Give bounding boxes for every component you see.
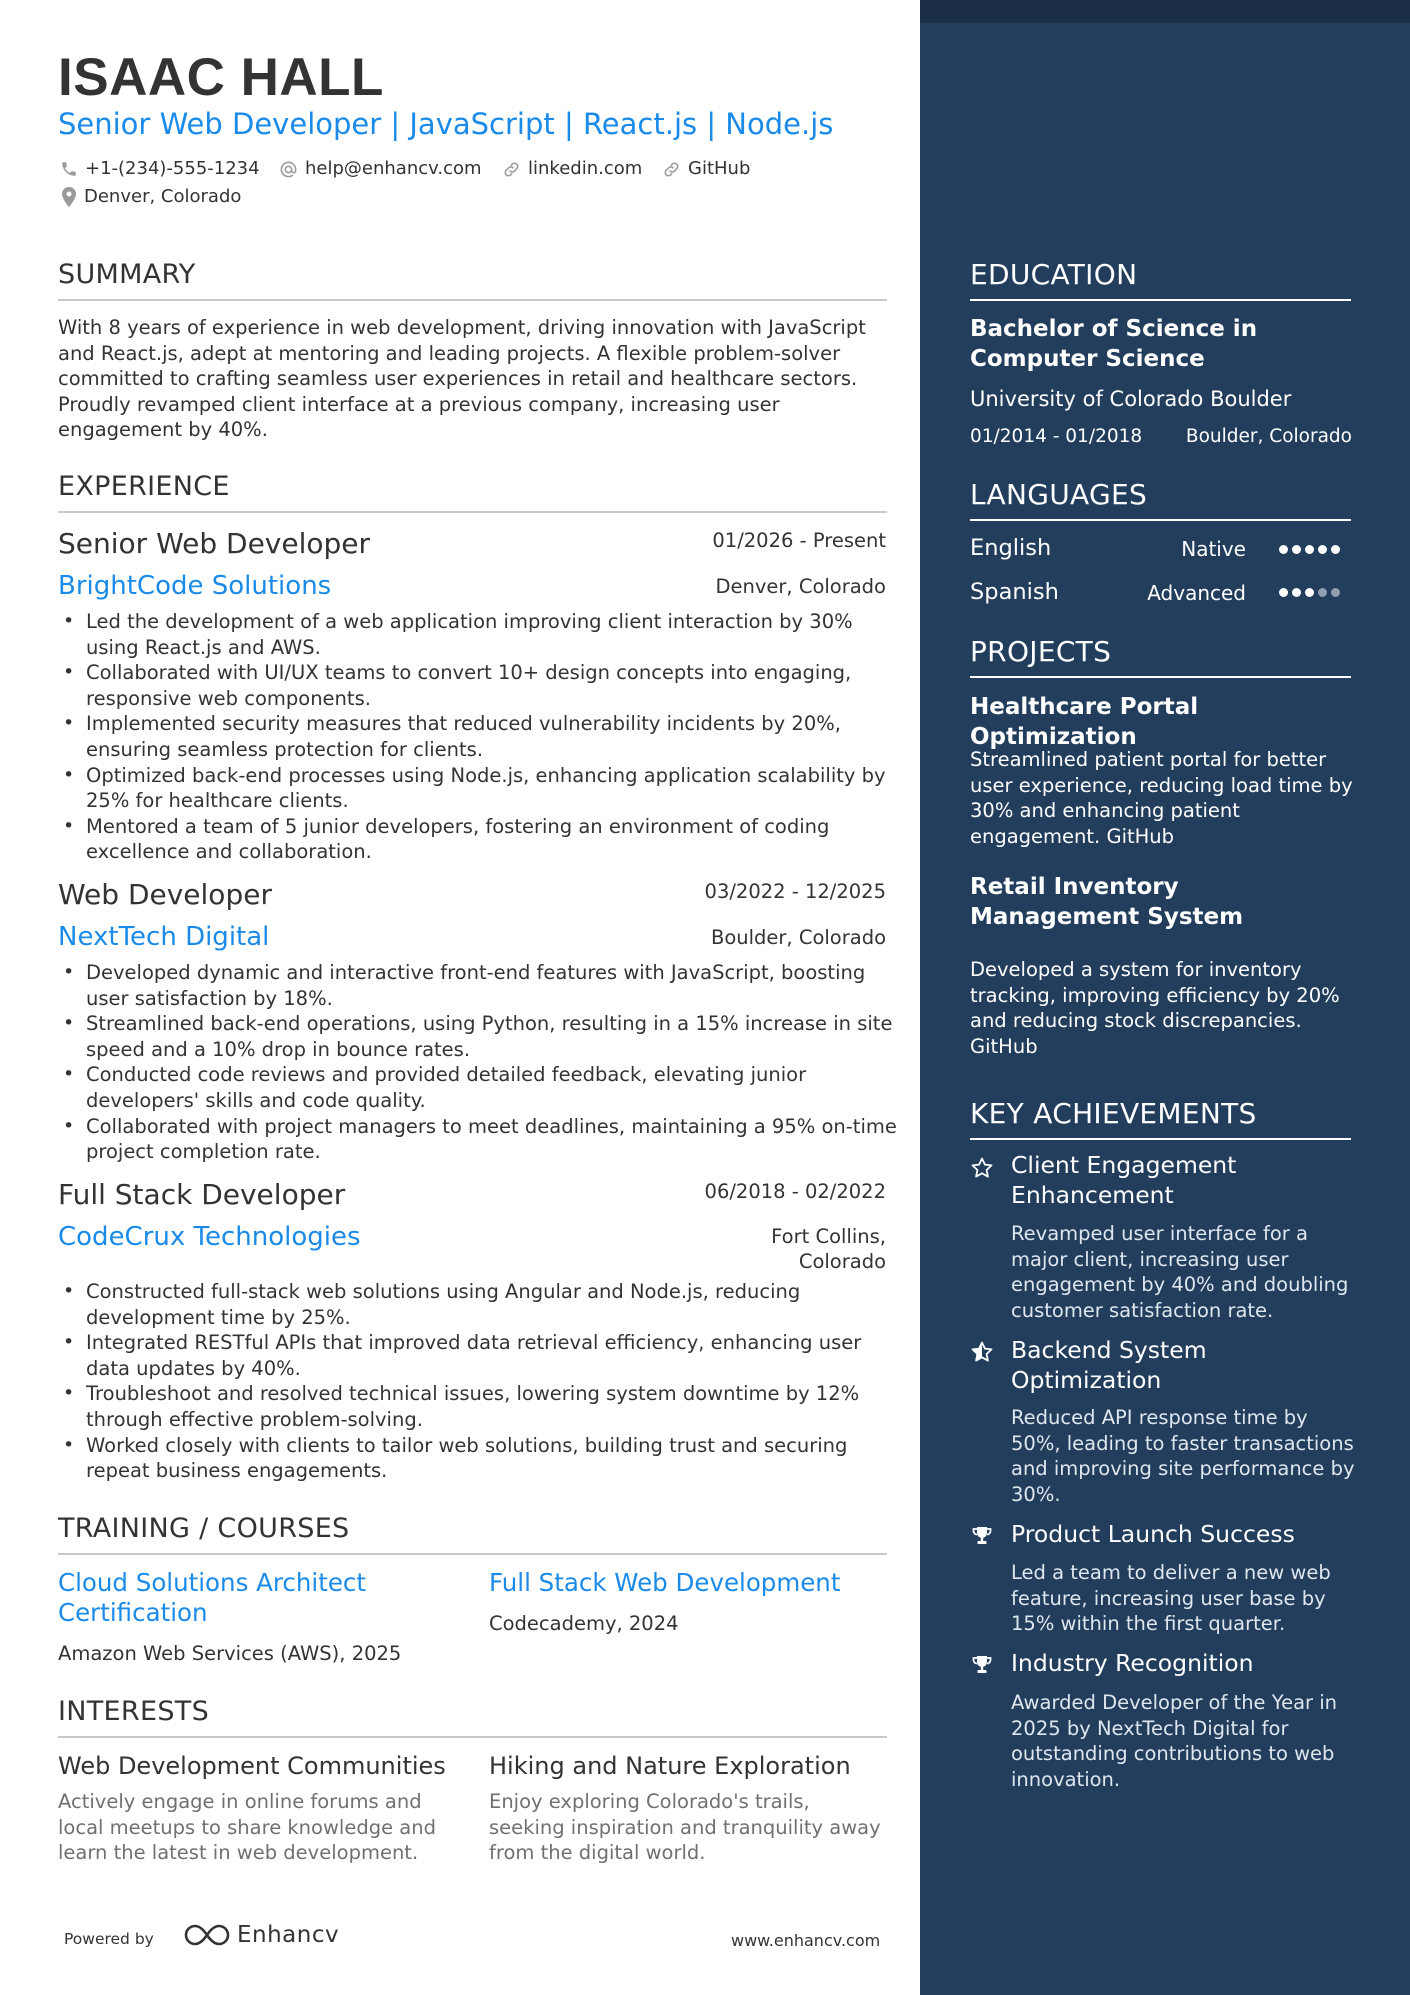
summary-text: With 8 years of experience in web development, driving innovation with JavaScript and React.js, adept at mentoring and leading projects. A flexible problem-solver committed to crafting seamless user experiences in retail and healthcare sectors. Proudly revamped client interface at a previous company, increasing user engagement by 40%. xyxy=(58,316,866,442)
phone-text: +1-(234)-555-1234 xyxy=(85,158,260,179)
course-title[interactable]: Full Stack Web Development xyxy=(489,1568,841,1597)
rating-dot-filled xyxy=(1305,545,1314,554)
school-name: University of Colorado Boulder xyxy=(970,387,1292,411)
degree: Bachelor of Science in Computer Science xyxy=(970,316,1258,372)
rating-dot-filled xyxy=(1279,545,1288,554)
job-company[interactable]: NextTech Digital xyxy=(58,922,270,952)
rating-dot-filled xyxy=(1318,545,1327,554)
location-pin-icon xyxy=(61,187,77,207)
bullet-item: • Worked closely with clients to tailor web solutions, building trust and securing repeat business engagements. xyxy=(58,1433,898,1484)
job-location: Fort Collins, Colorado xyxy=(771,1225,886,1273)
rating-dot-empty xyxy=(1318,588,1327,597)
bullet-item: • Led the development of a web application improving client interaction by 30% using React.js and AWS. xyxy=(58,609,898,660)
bullet-item: • Streamlined back-end operations, using Python, resulting in a 15% increase in site speed and a 10% drop in bounce rates. xyxy=(58,1011,898,1062)
bullet-item: • Optimized back-end processes using Node.js, enhancing application scalability by 25% for healthcare clients. xyxy=(58,763,898,814)
bullet-item: • Constructed full-stack web solutions using Angular and Node.js, reducing development time by 25%. xyxy=(58,1279,898,1330)
sidebar-top-bar xyxy=(920,0,1410,23)
bullet-item: • Conducted code reviews and provided detailed feedback, elevating junior developers' skills and code quality. xyxy=(58,1062,898,1113)
email-text: help@enhancv.com xyxy=(305,158,482,179)
interest-description: Enjoy exploring Colorado's trails, seeking inspiration and tranquility away from the digital world. xyxy=(489,1790,881,1865)
project-title: Retail Inventory Management System xyxy=(970,874,1244,930)
course-provider: Amazon Web Services (AWS), 2025 xyxy=(58,1642,402,1665)
interest-description: Actively engage in online forums and local meetups to share knowledge and learn the latest in web development. xyxy=(58,1790,436,1865)
education-dates: 01/2014 - 01/2018 xyxy=(970,426,1143,447)
language-rating xyxy=(1279,545,1340,554)
candidate-name: ISAAC HALL xyxy=(58,48,384,107)
language-rating xyxy=(1279,588,1340,597)
contact-location xyxy=(61,186,241,208)
job-bullets xyxy=(58,1279,898,1484)
enhancv-logo[interactable] xyxy=(183,1922,339,1948)
interest-title: Web Development Communities xyxy=(58,1752,446,1780)
achievement-title: Client Engagement Enhancement xyxy=(1011,1151,1237,1209)
project-description: Streamlined patient portal for better user experience, reducing load time by 30% and enhancing patient engagement. GitHub xyxy=(970,748,1353,848)
summary-heading: SUMMARY xyxy=(58,258,887,301)
rating-dot-empty xyxy=(1331,588,1340,597)
language-name: Spanish xyxy=(970,579,1059,605)
course-title[interactable]: Cloud Solutions Architect Certification xyxy=(58,1568,366,1627)
training-heading: TRAINING / COURSES xyxy=(58,1512,887,1555)
achievement-title: Backend System Optimization xyxy=(1011,1336,1207,1394)
rating-dot-filled xyxy=(1292,588,1301,597)
job-location: Boulder, Colorado xyxy=(710,926,886,949)
linkedin-text: linkedin.com xyxy=(528,158,643,179)
achievement-title: Industry Recognition xyxy=(1011,1649,1254,1677)
link-icon xyxy=(662,160,681,179)
footer-url[interactable]: www.enhancv.com xyxy=(731,1931,881,1950)
enhancv-infinity-icon xyxy=(183,1922,231,1948)
star-half-icon xyxy=(970,1340,994,1364)
achievement-description: Led a team to deliver a new web feature, increasing user base by 15% within the first quarter. xyxy=(1011,1561,1331,1636)
education-location: Boulder, Colorado xyxy=(1185,426,1352,447)
rating-dot-filled xyxy=(1279,588,1288,597)
job-bullets xyxy=(58,609,898,865)
powered-by-text: Powered by xyxy=(64,1930,154,1948)
language-name: English xyxy=(970,535,1052,561)
job-location: Denver, Colorado xyxy=(715,575,886,598)
location-text: Denver, Colorado xyxy=(84,186,242,207)
bullet-item: • Integrated RESTful APIs that improved data retrieval efficiency, enhancing user data updates by 40%. xyxy=(58,1330,898,1381)
languages-heading: LANGUAGES xyxy=(970,478,1351,521)
link-icon xyxy=(502,160,521,179)
contact-github[interactable] xyxy=(662,158,750,180)
job-company[interactable]: BrightCode Solutions xyxy=(58,571,332,601)
job-dates: 06/2018 - 02/2022 xyxy=(704,1180,886,1203)
experience-heading: EXPERIENCE xyxy=(58,470,887,513)
projects-heading: PROJECTS xyxy=(970,635,1351,678)
star-outline-icon xyxy=(970,1156,994,1180)
project-title: Healthcare Portal Optimization xyxy=(970,694,1199,750)
bullet-item: • Implemented security measures that reduced vulnerability incidents by 20%, ensuring seamless protection for clients. xyxy=(58,711,898,762)
job-bullets xyxy=(58,960,898,1165)
bullet-item: • Mentored a team of 5 junior developers, fostering an environment of coding excellence and collaboration. xyxy=(58,814,898,865)
phone-icon xyxy=(60,160,78,178)
course-provider: Codecademy, 2024 xyxy=(489,1612,679,1635)
bullet-item: • Developed dynamic and interactive front-end features with JavaScript, boosting user satisfaction by 18%. xyxy=(58,960,898,1011)
job-title: Web Developer xyxy=(58,878,272,911)
achievements-heading: KEY ACHIEVEMENTS xyxy=(970,1097,1351,1140)
bullet-item: • Collaborated with UI/UX teams to convert 10+ design concepts into engaging, responsive web components. xyxy=(58,660,898,711)
contact-phone[interactable] xyxy=(60,158,260,180)
education-heading: EDUCATION xyxy=(970,258,1351,301)
rating-dot-filled xyxy=(1305,588,1314,597)
language-level: Advanced xyxy=(1147,581,1246,605)
achievement-description: Revamped user interface for a major client, increasing user engagement by 40% and doubling customer satisfaction rate. xyxy=(1011,1222,1349,1322)
at-icon xyxy=(279,160,298,179)
trophy-icon xyxy=(970,1653,994,1677)
job-dates: 03/2022 - 12/2025 xyxy=(704,880,886,903)
achievement-description: Reduced API response time by 50%, leading to faster transactions and improving site performance by 30%. xyxy=(1011,1406,1355,1506)
job-title: Senior Web Developer xyxy=(58,527,371,560)
achievement-title: Product Launch Success xyxy=(1011,1520,1295,1548)
rating-dot-filled xyxy=(1292,545,1301,554)
job-title: Full Stack Developer xyxy=(58,1178,346,1211)
rating-dot-filled xyxy=(1331,545,1340,554)
project-description: Developed a system for inventory tracking, improving efficiency by 20% and reducing stock discrepancies. GitHub xyxy=(970,958,1340,1058)
interests-heading: INTERESTS xyxy=(58,1695,887,1738)
headline: Senior Web Developer | JavaScript | React.js | Node.js xyxy=(58,107,834,141)
job-dates: 01/2026 - Present xyxy=(712,529,886,552)
achievement-description: Awarded Developer of the Year in 2025 by NextTech Digital for outstanding contributions to web innovation. xyxy=(1011,1691,1338,1791)
job-company[interactable]: CodeCrux Technologies xyxy=(58,1222,361,1252)
github-text: GitHub xyxy=(688,158,751,179)
interest-title: Hiking and Nature Exploration xyxy=(489,1752,851,1780)
trophy-icon xyxy=(970,1524,994,1548)
brand-name: Enhancv xyxy=(237,1922,340,1948)
bullet-item: • Troubleshoot and resolved technical issues, lowering system downtime by 12% through effective problem-solving. xyxy=(58,1381,898,1432)
bullet-item: • Collaborated with project managers to meet deadlines, maintaining a 95% on-time project completion rate. xyxy=(58,1114,898,1165)
contact-linkedin[interactable] xyxy=(502,158,642,180)
language-level: Native xyxy=(1181,537,1246,561)
contact-email[interactable] xyxy=(279,158,482,180)
